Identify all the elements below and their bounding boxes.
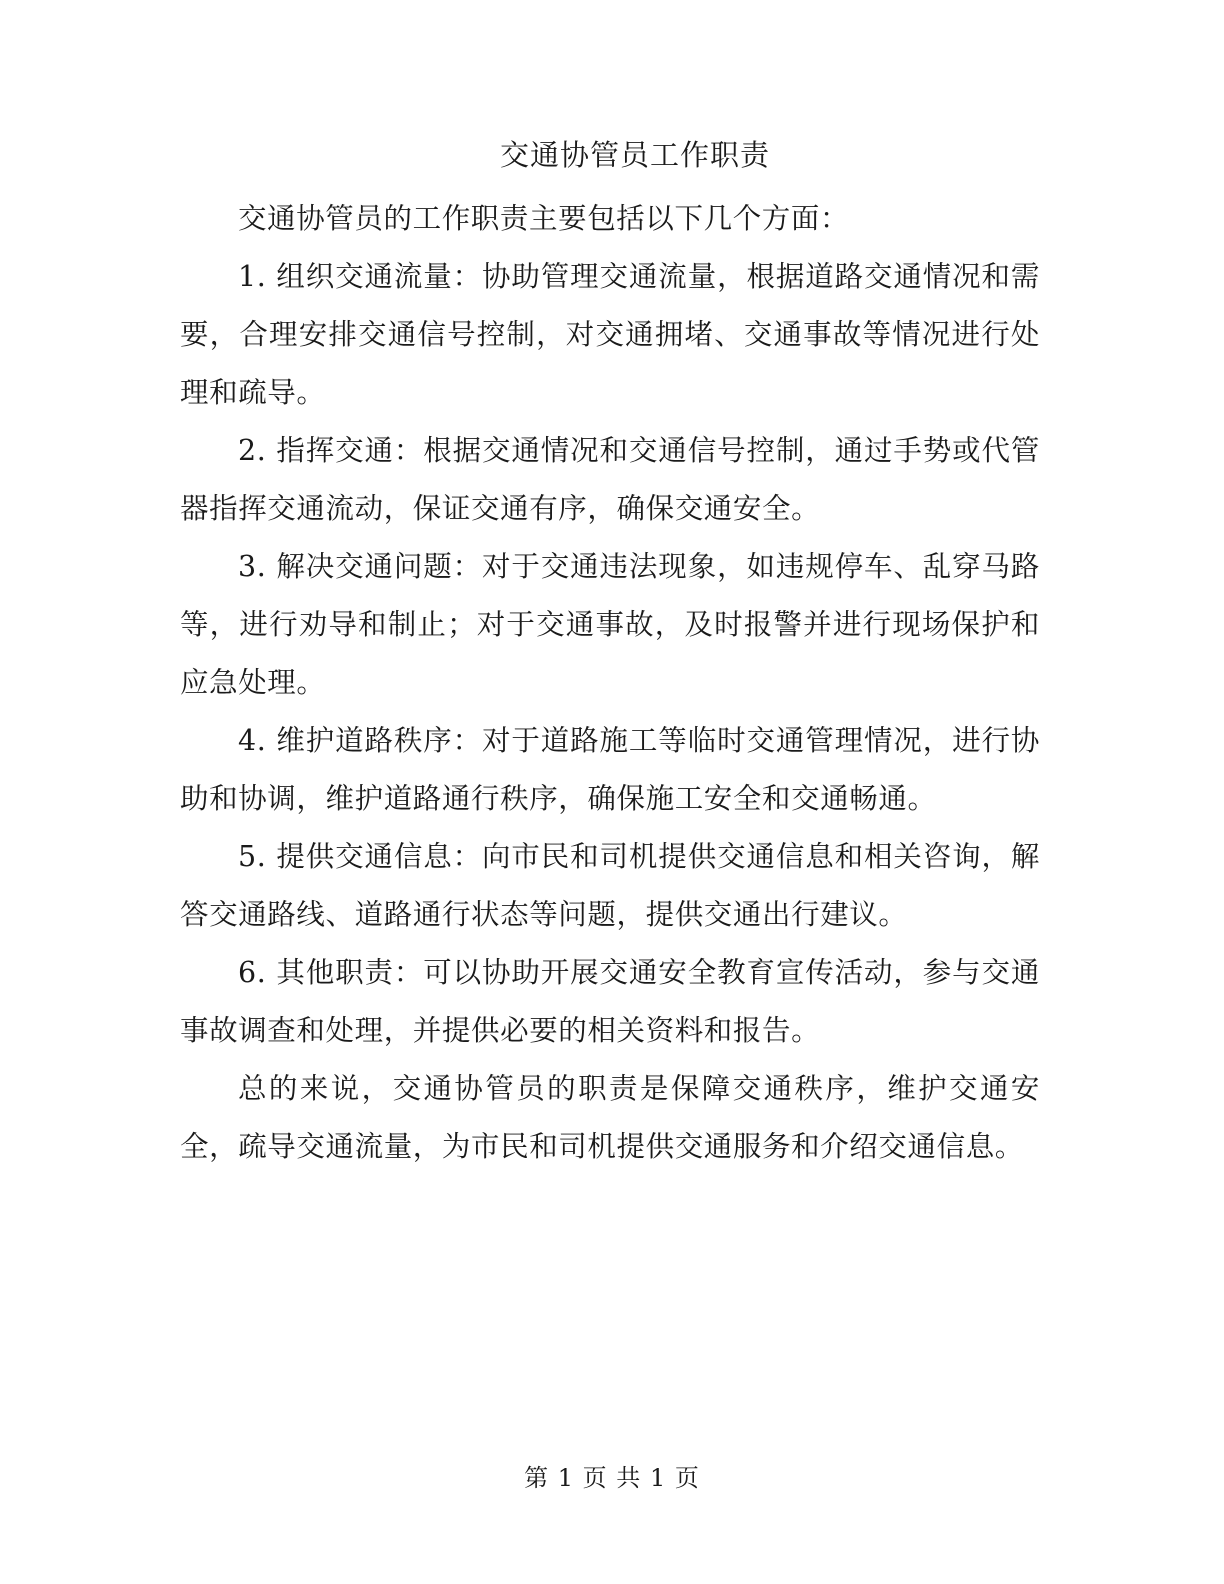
intro-paragraph: 交通协管员的工作职责主要包括以下几个方面： [238,202,850,235]
duty-item-5: 5. 提供交通信息：向市民和司机提供交通信息和相关咨询，解答交通路线、道路通行状态等问题，提供交通出行建议。 [180,840,1040,931]
duty-item-4: 4. 维护道路秩序：对于道路施工等临时交通管理情况，进行协助和协调，维护道路通行秩序，确保施工安全和交通畅通。 [180,724,1040,815]
duty-item-3: 3. 解决交通问题：对于交通违法现象，如违规停车、乱穿马路等，进行劝导和制止；对于交通事故，及时报警并进行现场保护和应急处理。 [180,550,1040,699]
summary-paragraph: 总的来说，交通协管员的职责是保障交通秩序，维护交通安全，疏导交通流量，为市民和司机提供交通服务和介绍交通信息。 [180,1072,1040,1163]
document-body [180,190,1040,1176]
duty-item-1: 1. 组织交通流量：协助管理交通流量，根据道路交通情况和需要，合理安排交通信号控制，对交通拥堵、交通事故等情况进行处理和疏导。 [180,260,1040,409]
document-title: 交通协管员工作职责 [499,138,770,172]
duty-item-6: 6. 其他职责：可以协助开展交通安全教育宣传活动，参与交通事故调查和处理，并提供必要的相关资料和报告。 [180,956,1040,1047]
page-footer: 第 1 页 共 1 页 [524,1464,700,1492]
duty-item-2: 2. 指挥交通：根据交通情况和交通信号控制，通过手势或代管器指挥交通流动，保证交通有序，确保交通安全。 [180,434,1040,525]
